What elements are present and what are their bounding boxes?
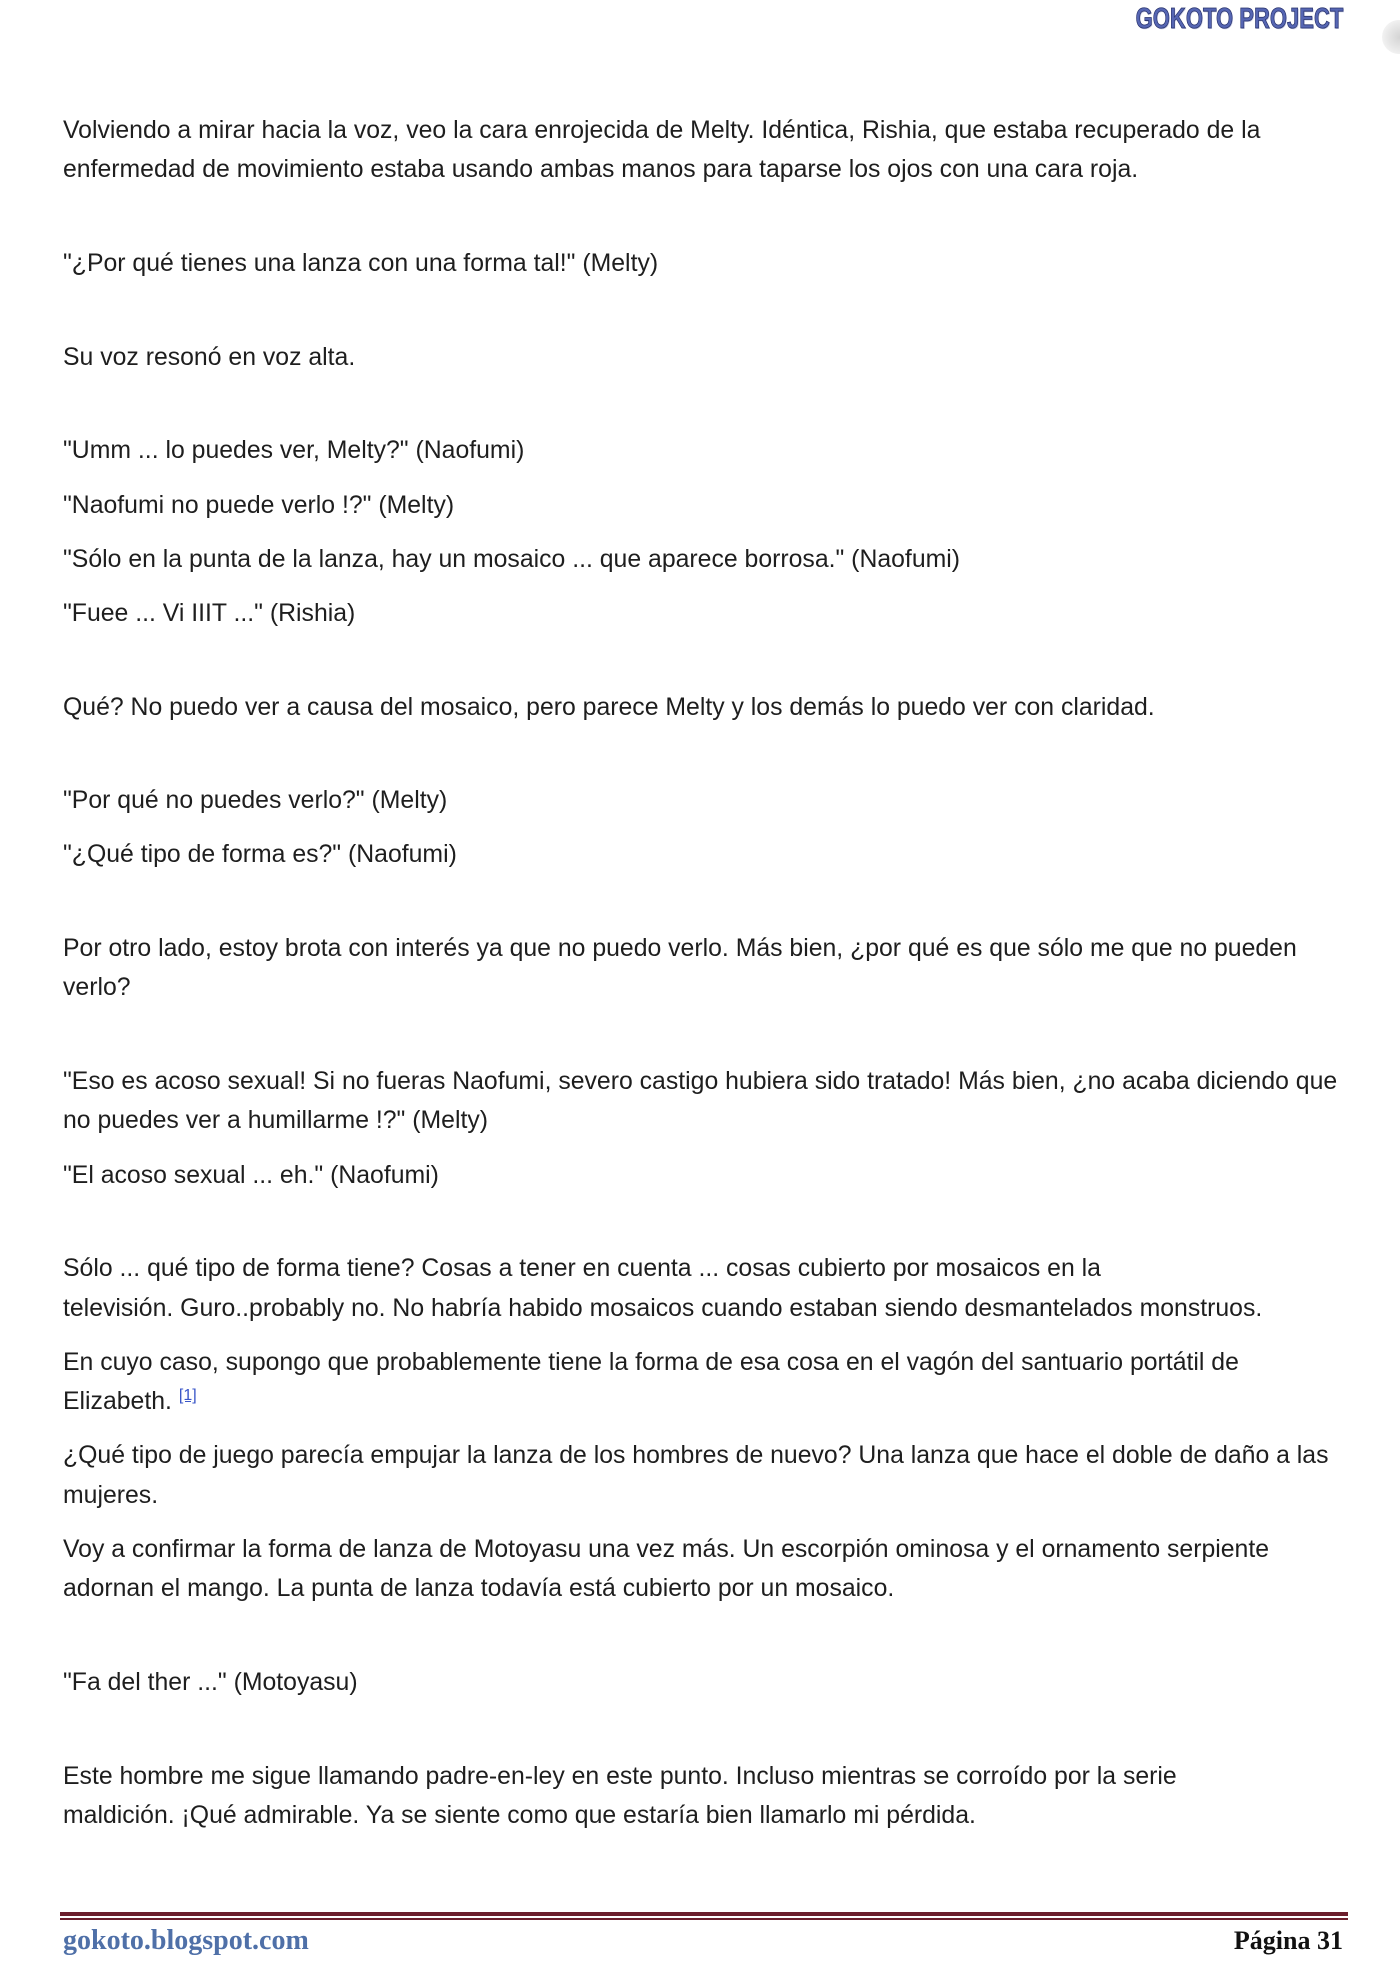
text-line: "Eso es acoso sexual! Si no fueras Naofumi, severo castigo hubiera sido tratado! Más bien, ¿no acaba diciendo que: [63, 1068, 1338, 1096]
paragraph: [63, 1249, 1337, 1328]
paragraph: [63, 835, 1337, 874]
paragraph: [63, 1757, 1337, 1836]
text-line: Volviendo a mirar hacia la voz, veo la cara enrojecida de Melty. Idéntica, Rishia, que estaba recuperado de la: [63, 117, 1261, 144]
footer-rule-thin: [60, 1918, 1348, 1920]
paragraph: [63, 1530, 1337, 1609]
paragraph: [63, 781, 1337, 820]
text-line: "El acoso sexual ... eh." (Naofumi): [63, 1161, 439, 1189]
text-line: En cuyo caso, supongo que probablemente tiene la forma de esa cosa en el vagón del santuario portátil de: [63, 1348, 1239, 1376]
header-brand: GOKOTO PROJECT: [1135, 3, 1343, 35]
text-line: "Naofumi no puede verlo !?" (Melty): [63, 491, 455, 519]
paragraph: [63, 1156, 1337, 1195]
paragraph: [63, 431, 1337, 470]
text-line: Voy a confirmar la forma de lanza de Motoyasu una vez más. Un escorpión ominosa y el ornamento serpiente: [63, 1536, 1270, 1564]
text-line: "¿Por qué tienes una lanza con una forma tal!" (Melty): [63, 249, 659, 277]
paragraph: [63, 688, 1337, 727]
footnote-link[interactable]: [1]: [178, 1387, 197, 1405]
paragraph: [63, 244, 1337, 283]
paragraph: [63, 540, 1337, 579]
text-line: enfermedad de movimiento estaba usando ambas manos para taparse los ojos con una cara roja.: [63, 156, 1139, 184]
text-line: ¿Qué tipo de juego parecía empujar la lanza de los hombres de nuevo? Una lanza que hace el doble de daño a las: [63, 1442, 1329, 1470]
scan-artifact: [1382, 20, 1400, 54]
paragraph: [63, 594, 1337, 633]
text-line: Qué? No puedo ver a causa del mosaico, pero parece Melty y los demás lo puedo ver con claridad.: [63, 693, 1155, 721]
paragraph: [63, 1436, 1337, 1515]
text-line: verlo?: [63, 974, 131, 1002]
text-line: "Umm ... lo puedes ver, Melty?" (Naofumi): [63, 437, 525, 465]
paragraph: [63, 1663, 1337, 1702]
text-line: "Por qué no puedes verlo?" (Melty): [63, 787, 448, 815]
paragraph: [63, 111, 1337, 190]
paragraph: [63, 1062, 1337, 1141]
text-line: "¿Qué tipo de forma es?" (Naofumi): [63, 841, 457, 869]
text-line: maldición. ¡Qué admirable. Ya se siente como que estaría bien llamarlo mi pérdida.: [63, 1802, 976, 1830]
page-number: Página 31: [1233, 1926, 1343, 1955]
paragraph: [63, 929, 1337, 1008]
paragraph: [63, 338, 1337, 377]
text-line: "Sólo en la punta de la lanza, hay un mosaico ... que aparece borrosa." (Naofumi): [63, 545, 961, 573]
text-line: Sólo ... qué tipo de forma tiene? Cosas a tener en cuenta ... cosas cubierto por mosaicos en la: [63, 1255, 1101, 1283]
text-line: Por otro lado, estoy brota con interés ya que no puedo verlo. Más bien, ¿por qué es que sólo me que no pueden: [63, 935, 1297, 963]
text-line: mujeres.: [63, 1481, 159, 1509]
text-line: Su voz resonó en voz alta.: [63, 343, 356, 371]
footer-site-url: gokoto.blogspot.com: [63, 1925, 309, 1956]
text-line: televisión. Guro..probably no. No habría habido mosaicos cuando estaban siendo desmantelados monstruos.: [63, 1294, 1263, 1322]
text-line: "Fa del ther ..." (Motoyasu): [63, 1669, 358, 1697]
text-line: "Fuee ... Vi IIIT ..." (Rishia): [63, 599, 356, 627]
paragraph: [63, 486, 1337, 525]
body-text: [63, 111, 1337, 1835]
footer-rule: [60, 1912, 1348, 1916]
text-line: no puedes ver a humillarme !?" (Melty): [63, 1107, 489, 1135]
paragraph: [63, 1343, 1337, 1422]
text-line-with-footnote: [63, 1382, 1337, 1421]
text-line-content: Elizabeth.: [63, 1388, 172, 1416]
text-line: Este hombre me sigue llamando padre-en-ley en este punto. Incluso mientras se corroído por la serie: [63, 1762, 1177, 1790]
text-line: adornan el mango. La punta de lanza todavía está cubierto por un mosaico.: [63, 1575, 895, 1603]
